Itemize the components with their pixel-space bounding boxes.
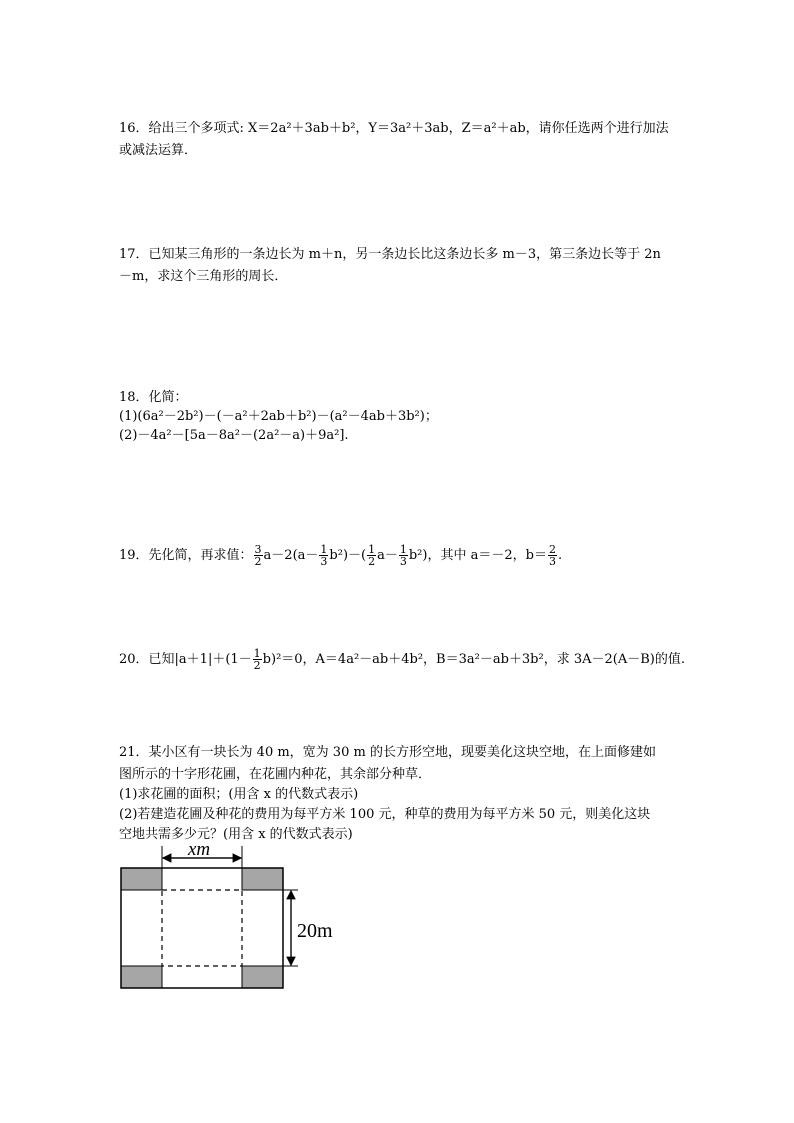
corner-bottom-left [121,966,162,988]
right-dimension-label: 20m [297,920,333,942]
fraction-one-third: $\frac{1}{3}$ [320,543,328,568]
problem-21-item-2-line-1: (2)若建造花圃及种花的费用为每平方米 100 元，种草的费用为每平方米 50 元，则美化这块 [119,807,651,822]
problem-18-item-1: (1)(6a²－2b²)－(－a²＋2ab＋b²)－(a²－4ab＋3b²)； [119,409,438,424]
problem-21-line-1: 21．某小区有一块长为 40 m，宽为 30 m 的长方形空地，现要美化这块空地，在上面修建如 [119,745,656,760]
problem-18 [119,388,679,445]
problem-21-line-2: 图所示的十字形花圃，在花圃内种花，其余部分种草． [119,767,432,782]
fraction-three-halves: $\frac{3}{2}$ [254,543,262,568]
fraction-one-third-2: $\frac{1}{3}$ [399,543,407,568]
corner-top-left [121,868,162,890]
top-dimension-label: xm [188,839,211,860]
fraction-one-half: $\frac{1}{2}$ [253,647,261,672]
problem-16-line-1: 16．给出三个多项式: X＝2a²＋3ab＋b²，Y＝3a²＋3ab，Z＝a²＋ab，请你任选两个进行加法 [119,121,669,136]
problem-17-line-2: －m，求这个三角形的周长． [119,269,288,284]
fraction-one-half: $\frac{1}{2}$ [368,543,376,568]
problem-17 [119,244,679,288]
corner-top-right [242,868,283,890]
problem-17-line-1: 17．已知某三角形的一条边长为 m＋n，另一条边长比这条边长多 m－3，第三条边长等于 2n [119,247,661,262]
problem-16-line-2: 或减法运算． [119,143,198,158]
problem-19 [119,538,679,574]
problem-19-prefix: 19．先化简，再求值： [119,548,253,563]
fraction-two-thirds: $\frac{2}{3}$ [548,543,556,568]
problem-18-title: 18．化简： [119,390,188,405]
corner-bottom-right [242,966,283,988]
problem-20 [119,642,685,678]
problem-20-line: 20．已知|a＋1|＋(1－ $\frac{1}{2}$ b)²＝0，A＝4a²－ab＋4b²，B＝3a²－ab＋3b²，求 3A－2(A－B)的值. [119,647,685,672]
problem-16 [119,118,679,162]
problem-19-line: 19．先化简，再求值： $\frac{3}{2}$ a－2(a－ $\frac{1}{3}$ b²)－( $\frac{1}{2}$ a－ $\frac{1}{3}$ b²)，其中 a＝－2，b＝ $\frac{2}{3}$ . [119,543,563,568]
problem-21 [119,742,679,844]
problem-21-item-1: (1)求花圃的面积；(用含 x 的代数式表示) [119,787,359,802]
dashed-center-square [162,890,242,966]
problem-18-item-2: (2)－4a²－[5a－8a²－(2a²－a)＋9a²]. [119,428,349,443]
garden-figure [116,838,356,998]
problem-21-item-2-line-2: 空地共需多少元？(用含 x 的代数式表示) [119,827,353,842]
